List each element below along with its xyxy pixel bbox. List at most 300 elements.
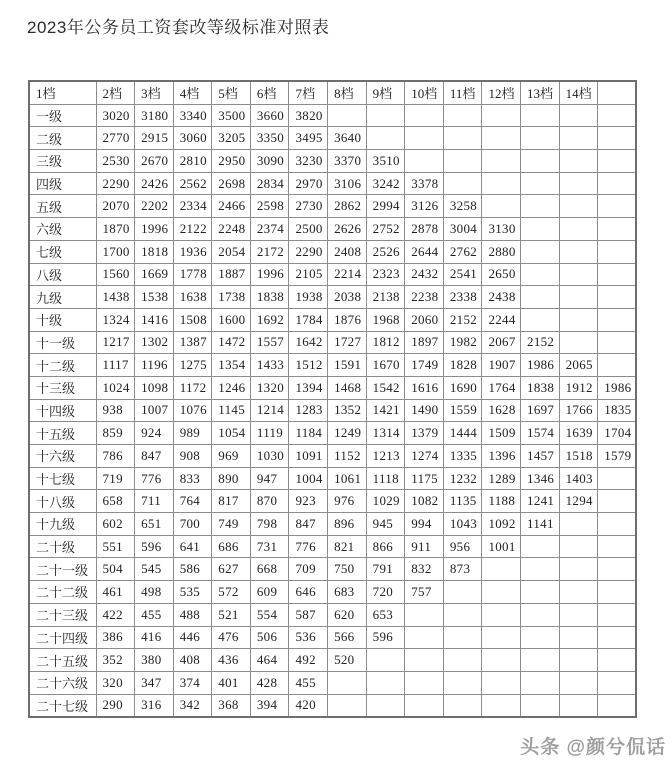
salary-cell	[405, 603, 444, 626]
salary-cell: 1766	[559, 399, 598, 422]
salary-cell	[405, 104, 444, 127]
salary-cell: 1214	[250, 399, 289, 422]
column-header-7档: 7档	[289, 81, 328, 104]
salary-cell: 1175	[405, 467, 444, 490]
salary-cell: 3820	[289, 104, 328, 127]
table-row-十五级	[29, 422, 636, 445]
salary-cell: 2994	[366, 195, 405, 218]
salary-cell: 776	[135, 467, 174, 490]
salary-cell: 1457	[521, 445, 560, 468]
salary-cell: 1030	[250, 445, 289, 468]
salary-cell: 476	[212, 626, 251, 649]
salary-cell: 1118	[366, 467, 405, 490]
salary-cell	[482, 581, 521, 604]
salary-cell: 1600	[212, 308, 251, 331]
salary-cell: 504	[96, 558, 135, 581]
salary-cell: 2432	[405, 263, 444, 286]
salary-cell: 994	[405, 513, 444, 536]
salary-cell	[559, 603, 598, 626]
salary-cell	[521, 671, 560, 694]
salary-cell: 749	[212, 513, 251, 536]
salary-cell: 2500	[289, 218, 328, 241]
salary-cell	[559, 172, 598, 195]
salary-cell: 908	[173, 445, 212, 468]
salary-cell	[521, 308, 560, 331]
table-row-六级	[29, 218, 636, 241]
salary-cell	[482, 694, 521, 717]
salary-cell: 1294	[559, 490, 598, 513]
salary-cell	[559, 104, 598, 127]
column-header-2档: 2档	[96, 81, 135, 104]
salary-cell: 2762	[443, 240, 482, 263]
salary-cell: 1669	[135, 263, 174, 286]
column-header-3档: 3档	[135, 81, 174, 104]
salary-cell: 1029	[366, 490, 405, 513]
salary-cell: 1416	[135, 308, 174, 331]
salary-cell: 1996	[250, 263, 289, 286]
salary-cell	[405, 150, 444, 173]
salary-cell: 1379	[405, 422, 444, 445]
salary-cell: 2530	[96, 150, 135, 173]
salary-cell	[559, 626, 598, 649]
salary-cell: 401	[212, 671, 251, 694]
salary-cell: 374	[173, 671, 212, 694]
salary-cell: 1697	[521, 399, 560, 422]
salary-cell	[366, 649, 405, 672]
salary-cell: 1117	[96, 354, 135, 377]
column-header-10档: 10档	[405, 81, 444, 104]
salary-cell: 1119	[250, 422, 289, 445]
salary-cell	[482, 104, 521, 127]
salary-cell	[598, 354, 637, 377]
salary-cell: 2374	[250, 218, 289, 241]
salary-cell: 1616	[405, 376, 444, 399]
salary-cell: 776	[289, 535, 328, 558]
salary-cell: 821	[328, 535, 367, 558]
salary-cell: 641	[173, 535, 212, 558]
salary-cell: 798	[250, 513, 289, 536]
salary-cell: 2152	[443, 308, 482, 331]
salary-cell	[559, 195, 598, 218]
row-label: 二十二级	[29, 581, 96, 604]
row-label: 六级	[29, 218, 96, 241]
salary-cell: 1241	[521, 490, 560, 513]
salary-cell: 3020	[96, 104, 135, 127]
salary-cell: 1396	[482, 445, 521, 468]
salary-cell	[482, 558, 521, 581]
salary-cell: 422	[96, 603, 135, 626]
salary-cell: 1838	[250, 286, 289, 309]
salary-cell: 658	[96, 490, 135, 513]
salary-cell	[366, 671, 405, 694]
salary-cell: 2650	[482, 263, 521, 286]
row-label: 三级	[29, 150, 96, 173]
column-header-12档: 12档	[482, 81, 521, 104]
salary-cell: 2970	[289, 172, 328, 195]
salary-cell: 1738	[212, 286, 251, 309]
salary-cell: 1302	[135, 331, 174, 354]
row-label: 二十五级	[29, 649, 96, 672]
salary-cell: 1335	[443, 445, 482, 468]
row-label: 十六级	[29, 445, 96, 468]
salary-cell	[559, 513, 598, 536]
salary-cell: 2060	[405, 308, 444, 331]
salary-cell: 1784	[289, 308, 328, 331]
table-row-九级	[29, 286, 636, 309]
salary-cell	[521, 626, 560, 649]
salary-cell: 1076	[173, 399, 212, 422]
salary-cell: 832	[405, 558, 444, 581]
salary-cell: 455	[289, 671, 328, 694]
salary-cell: 1818	[135, 240, 174, 263]
salary-cell: 290	[96, 694, 135, 717]
salary-cell: 3350	[250, 127, 289, 150]
salary-cell	[521, 263, 560, 286]
salary-cell: 2426	[135, 172, 174, 195]
salary-cell: 2338	[443, 286, 482, 309]
salary-cell: 1007	[135, 399, 174, 422]
salary-cell: 1559	[443, 399, 482, 422]
salary-cell: 554	[250, 603, 289, 626]
salary-cell: 596	[366, 626, 405, 649]
salary-cell: 1490	[405, 399, 444, 422]
table-row-四级	[29, 172, 636, 195]
salary-cell: 602	[96, 513, 135, 536]
salary-cell: 1444	[443, 422, 482, 445]
row-label: 二十七级	[29, 694, 96, 717]
row-label: 十五级	[29, 422, 96, 445]
salary-cell	[559, 286, 598, 309]
salary-cell: 1628	[482, 399, 521, 422]
salary-cell: 1403	[559, 467, 598, 490]
salary-grade-table	[28, 80, 637, 718]
salary-cell: 1283	[289, 399, 328, 422]
salary-cell: 1638	[173, 286, 212, 309]
salary-cell	[598, 104, 637, 127]
salary-cell	[521, 558, 560, 581]
salary-cell: 938	[96, 399, 135, 422]
salary-cell: 1897	[405, 331, 444, 354]
salary-cell	[598, 649, 637, 672]
column-header-4档: 4档	[173, 81, 212, 104]
salary-cell	[521, 195, 560, 218]
salary-cell	[405, 649, 444, 672]
salary-cell: 969	[212, 445, 251, 468]
salary-cell: 2880	[482, 240, 521, 263]
salary-cell: 2054	[212, 240, 251, 263]
salary-cell: 668	[250, 558, 289, 581]
column-header-11档: 11档	[443, 81, 482, 104]
row-label: 十八级	[29, 490, 96, 513]
salary-cell	[559, 649, 598, 672]
table-row-三级	[29, 150, 636, 173]
salary-cell: 3205	[212, 127, 251, 150]
salary-cell: 1213	[366, 445, 405, 468]
salary-cell	[521, 104, 560, 127]
salary-cell: 620	[328, 603, 367, 626]
salary-cell: 380	[135, 649, 174, 672]
salary-cell: 1704	[598, 422, 637, 445]
salary-cell: 352	[96, 649, 135, 672]
salary-cell	[598, 172, 637, 195]
salary-cell	[598, 626, 637, 649]
row-label: 五级	[29, 195, 96, 218]
salary-cell: 866	[366, 535, 405, 558]
salary-cell: 3378	[405, 172, 444, 195]
salary-cell: 1749	[405, 354, 444, 377]
salary-cell: 394	[250, 694, 289, 717]
salary-cell	[521, 240, 560, 263]
salary-cell: 551	[96, 535, 135, 558]
salary-cell: 1246	[212, 376, 251, 399]
salary-cell	[559, 263, 598, 286]
salary-cell: 3126	[405, 195, 444, 218]
salary-cell	[482, 626, 521, 649]
salary-cell: 1249	[328, 422, 367, 445]
salary-cell	[482, 127, 521, 150]
salary-cell: 3180	[135, 104, 174, 127]
watermark: 头条 @颜兮侃话	[520, 737, 666, 758]
salary-cell	[405, 127, 444, 150]
salary-cell	[598, 240, 637, 263]
salary-cell	[598, 195, 637, 218]
salary-cell	[559, 558, 598, 581]
salary-cell	[366, 694, 405, 717]
salary-cell	[598, 581, 637, 604]
salary-cell: 1936	[173, 240, 212, 263]
salary-cell: 408	[173, 649, 212, 672]
salary-cell: 368	[212, 694, 251, 717]
salary-cell: 627	[212, 558, 251, 581]
salary-cell	[443, 694, 482, 717]
salary-cell	[521, 581, 560, 604]
table-row-十一级	[29, 331, 636, 354]
salary-cell	[559, 308, 598, 331]
salary-cell: 2067	[482, 331, 521, 354]
salary-cell: 1135	[443, 490, 482, 513]
salary-cell: 1346	[521, 467, 560, 490]
table-row-八级	[29, 263, 636, 286]
table-row-七级	[29, 240, 636, 263]
salary-cell: 416	[135, 626, 174, 649]
salary-cell: 572	[212, 581, 251, 604]
salary-cell: 1512	[289, 354, 328, 377]
salary-cell: 420	[289, 694, 328, 717]
salary-cell	[559, 218, 598, 241]
salary-cell: 923	[289, 490, 328, 513]
column-header-8档: 8档	[328, 81, 367, 104]
salary-cell: 1275	[173, 354, 212, 377]
salary-cell: 1560	[96, 263, 135, 286]
salary-cell	[482, 172, 521, 195]
salary-cell: 911	[405, 535, 444, 558]
salary-cell: 1054	[212, 422, 251, 445]
row-label: 二十六级	[29, 671, 96, 694]
salary-cell: 686	[212, 535, 251, 558]
salary-cell: 2214	[328, 263, 367, 286]
salary-cell: 989	[173, 422, 212, 445]
table-row-十三级	[29, 376, 636, 399]
salary-cell: 2248	[212, 218, 251, 241]
salary-cell: 3340	[173, 104, 212, 127]
salary-cell: 1082	[405, 490, 444, 513]
salary-cell: 653	[366, 603, 405, 626]
salary-cell: 1639	[559, 422, 598, 445]
salary-cell: 2466	[212, 195, 251, 218]
salary-cell: 1690	[443, 376, 482, 399]
salary-cell: 1314	[366, 422, 405, 445]
salary-cell: 1001	[482, 535, 521, 558]
salary-cell: 1024	[96, 376, 135, 399]
salary-cell: 1986	[598, 376, 637, 399]
salary-cell: 3660	[250, 104, 289, 127]
salary-cell: 2323	[366, 263, 405, 286]
salary-cell: 1320	[250, 376, 289, 399]
salary-cell: 683	[328, 581, 367, 604]
salary-cell: 1538	[135, 286, 174, 309]
salary-cell: 1043	[443, 513, 482, 536]
salary-cell	[598, 127, 637, 150]
salary-cell: 2770	[96, 127, 135, 150]
salary-cell	[598, 671, 637, 694]
row-label: 四级	[29, 172, 96, 195]
salary-cell: 1394	[289, 376, 328, 399]
salary-cell	[521, 127, 560, 150]
salary-cell: 1354	[212, 354, 251, 377]
salary-cell: 2834	[250, 172, 289, 195]
page-title: 2023年公务员工资套改等级标准对照表	[27, 18, 330, 37]
salary-cell: 2290	[289, 240, 328, 263]
salary-cell: 342	[173, 694, 212, 717]
salary-cell	[443, 127, 482, 150]
salary-cell: 3242	[366, 172, 405, 195]
table-row-十六级	[29, 445, 636, 468]
salary-cell: 3230	[289, 150, 328, 173]
row-label: 七级	[29, 240, 96, 263]
salary-cell: 870	[250, 490, 289, 513]
salary-cell: 2038	[328, 286, 367, 309]
salary-cell: 3130	[482, 218, 521, 241]
salary-cell: 587	[289, 603, 328, 626]
row-label: 十四级	[29, 399, 96, 422]
row-label: 十一级	[29, 331, 96, 354]
salary-cell	[521, 649, 560, 672]
table-row-十八级	[29, 490, 636, 513]
salary-cell: 3640	[328, 127, 367, 150]
salary-cell: 1574	[521, 422, 560, 445]
salary-cell: 536	[289, 626, 328, 649]
salary-cell	[559, 671, 598, 694]
salary-cell: 1700	[96, 240, 135, 263]
salary-cell: 3495	[289, 127, 328, 150]
row-label: 十三级	[29, 376, 96, 399]
salary-cell: 1591	[328, 354, 367, 377]
salary-cell	[405, 626, 444, 649]
table-row-二十七级	[29, 694, 636, 717]
salary-cell: 2752	[366, 218, 405, 241]
salary-cell: 1188	[482, 490, 521, 513]
salary-cell: 1838	[521, 376, 560, 399]
salary-cell: 1061	[328, 467, 367, 490]
salary-cell: 2105	[289, 263, 328, 286]
salary-cell: 1692	[250, 308, 289, 331]
salary-cell: 3106	[328, 172, 367, 195]
table-row-十二级	[29, 354, 636, 377]
salary-cell	[521, 694, 560, 717]
column-header-6档: 6档	[250, 81, 289, 104]
table-row-十七级	[29, 467, 636, 490]
salary-cell: 1508	[173, 308, 212, 331]
salary-cell: 1172	[173, 376, 212, 399]
salary-cell: 1542	[366, 376, 405, 399]
salary-cell: 1912	[559, 376, 598, 399]
salary-cell	[443, 649, 482, 672]
salary-cell: 1938	[289, 286, 328, 309]
salary-cell: 646	[289, 581, 328, 604]
salary-cell: 719	[96, 467, 135, 490]
salary-cell: 1098	[135, 376, 174, 399]
salary-cell: 1642	[289, 331, 328, 354]
salary-cell: 1986	[521, 354, 560, 377]
salary-cell: 1764	[482, 376, 521, 399]
row-label: 一级	[29, 104, 96, 127]
salary-cell: 2408	[328, 240, 367, 263]
salary-cell	[559, 240, 598, 263]
salary-cell: 2065	[559, 354, 598, 377]
salary-cell	[405, 694, 444, 717]
column-header-1档: 1档	[29, 81, 96, 104]
salary-cell: 1468	[328, 376, 367, 399]
salary-cell: 1433	[250, 354, 289, 377]
salary-cell: 651	[135, 513, 174, 536]
salary-cell: 1232	[443, 467, 482, 490]
row-label: 二十四级	[29, 626, 96, 649]
salary-cell	[598, 286, 637, 309]
salary-cell	[598, 263, 637, 286]
salary-cell: 2238	[405, 286, 444, 309]
salary-cell	[443, 603, 482, 626]
salary-cell: 2290	[96, 172, 135, 195]
salary-cell: 1141	[521, 513, 560, 536]
salary-cell: 2698	[212, 172, 251, 195]
salary-cell: 1509	[482, 422, 521, 445]
salary-cell: 847	[289, 513, 328, 536]
table-row-十九级	[29, 513, 636, 536]
salary-cell: 1352	[328, 399, 367, 422]
salary-cell: 1670	[366, 354, 405, 377]
salary-cell: 1145	[212, 399, 251, 422]
salary-cell: 2541	[443, 263, 482, 286]
salary-cell: 976	[328, 490, 367, 513]
salary-cell: 1184	[289, 422, 328, 445]
salary-cell	[443, 104, 482, 127]
salary-cell: 1828	[443, 354, 482, 377]
salary-cell: 492	[289, 649, 328, 672]
salary-cell: 596	[135, 535, 174, 558]
salary-cell: 2202	[135, 195, 174, 218]
salary-cell: 2862	[328, 195, 367, 218]
salary-cell	[443, 626, 482, 649]
salary-cell: 786	[96, 445, 135, 468]
salary-cell	[598, 513, 637, 536]
salary-cell: 1091	[289, 445, 328, 468]
table-row-二十二级	[29, 581, 636, 604]
salary-cell	[521, 150, 560, 173]
column-header-empty	[598, 81, 637, 104]
salary-cell: 709	[289, 558, 328, 581]
salary-cell: 750	[328, 558, 367, 581]
salary-cell	[598, 150, 637, 173]
